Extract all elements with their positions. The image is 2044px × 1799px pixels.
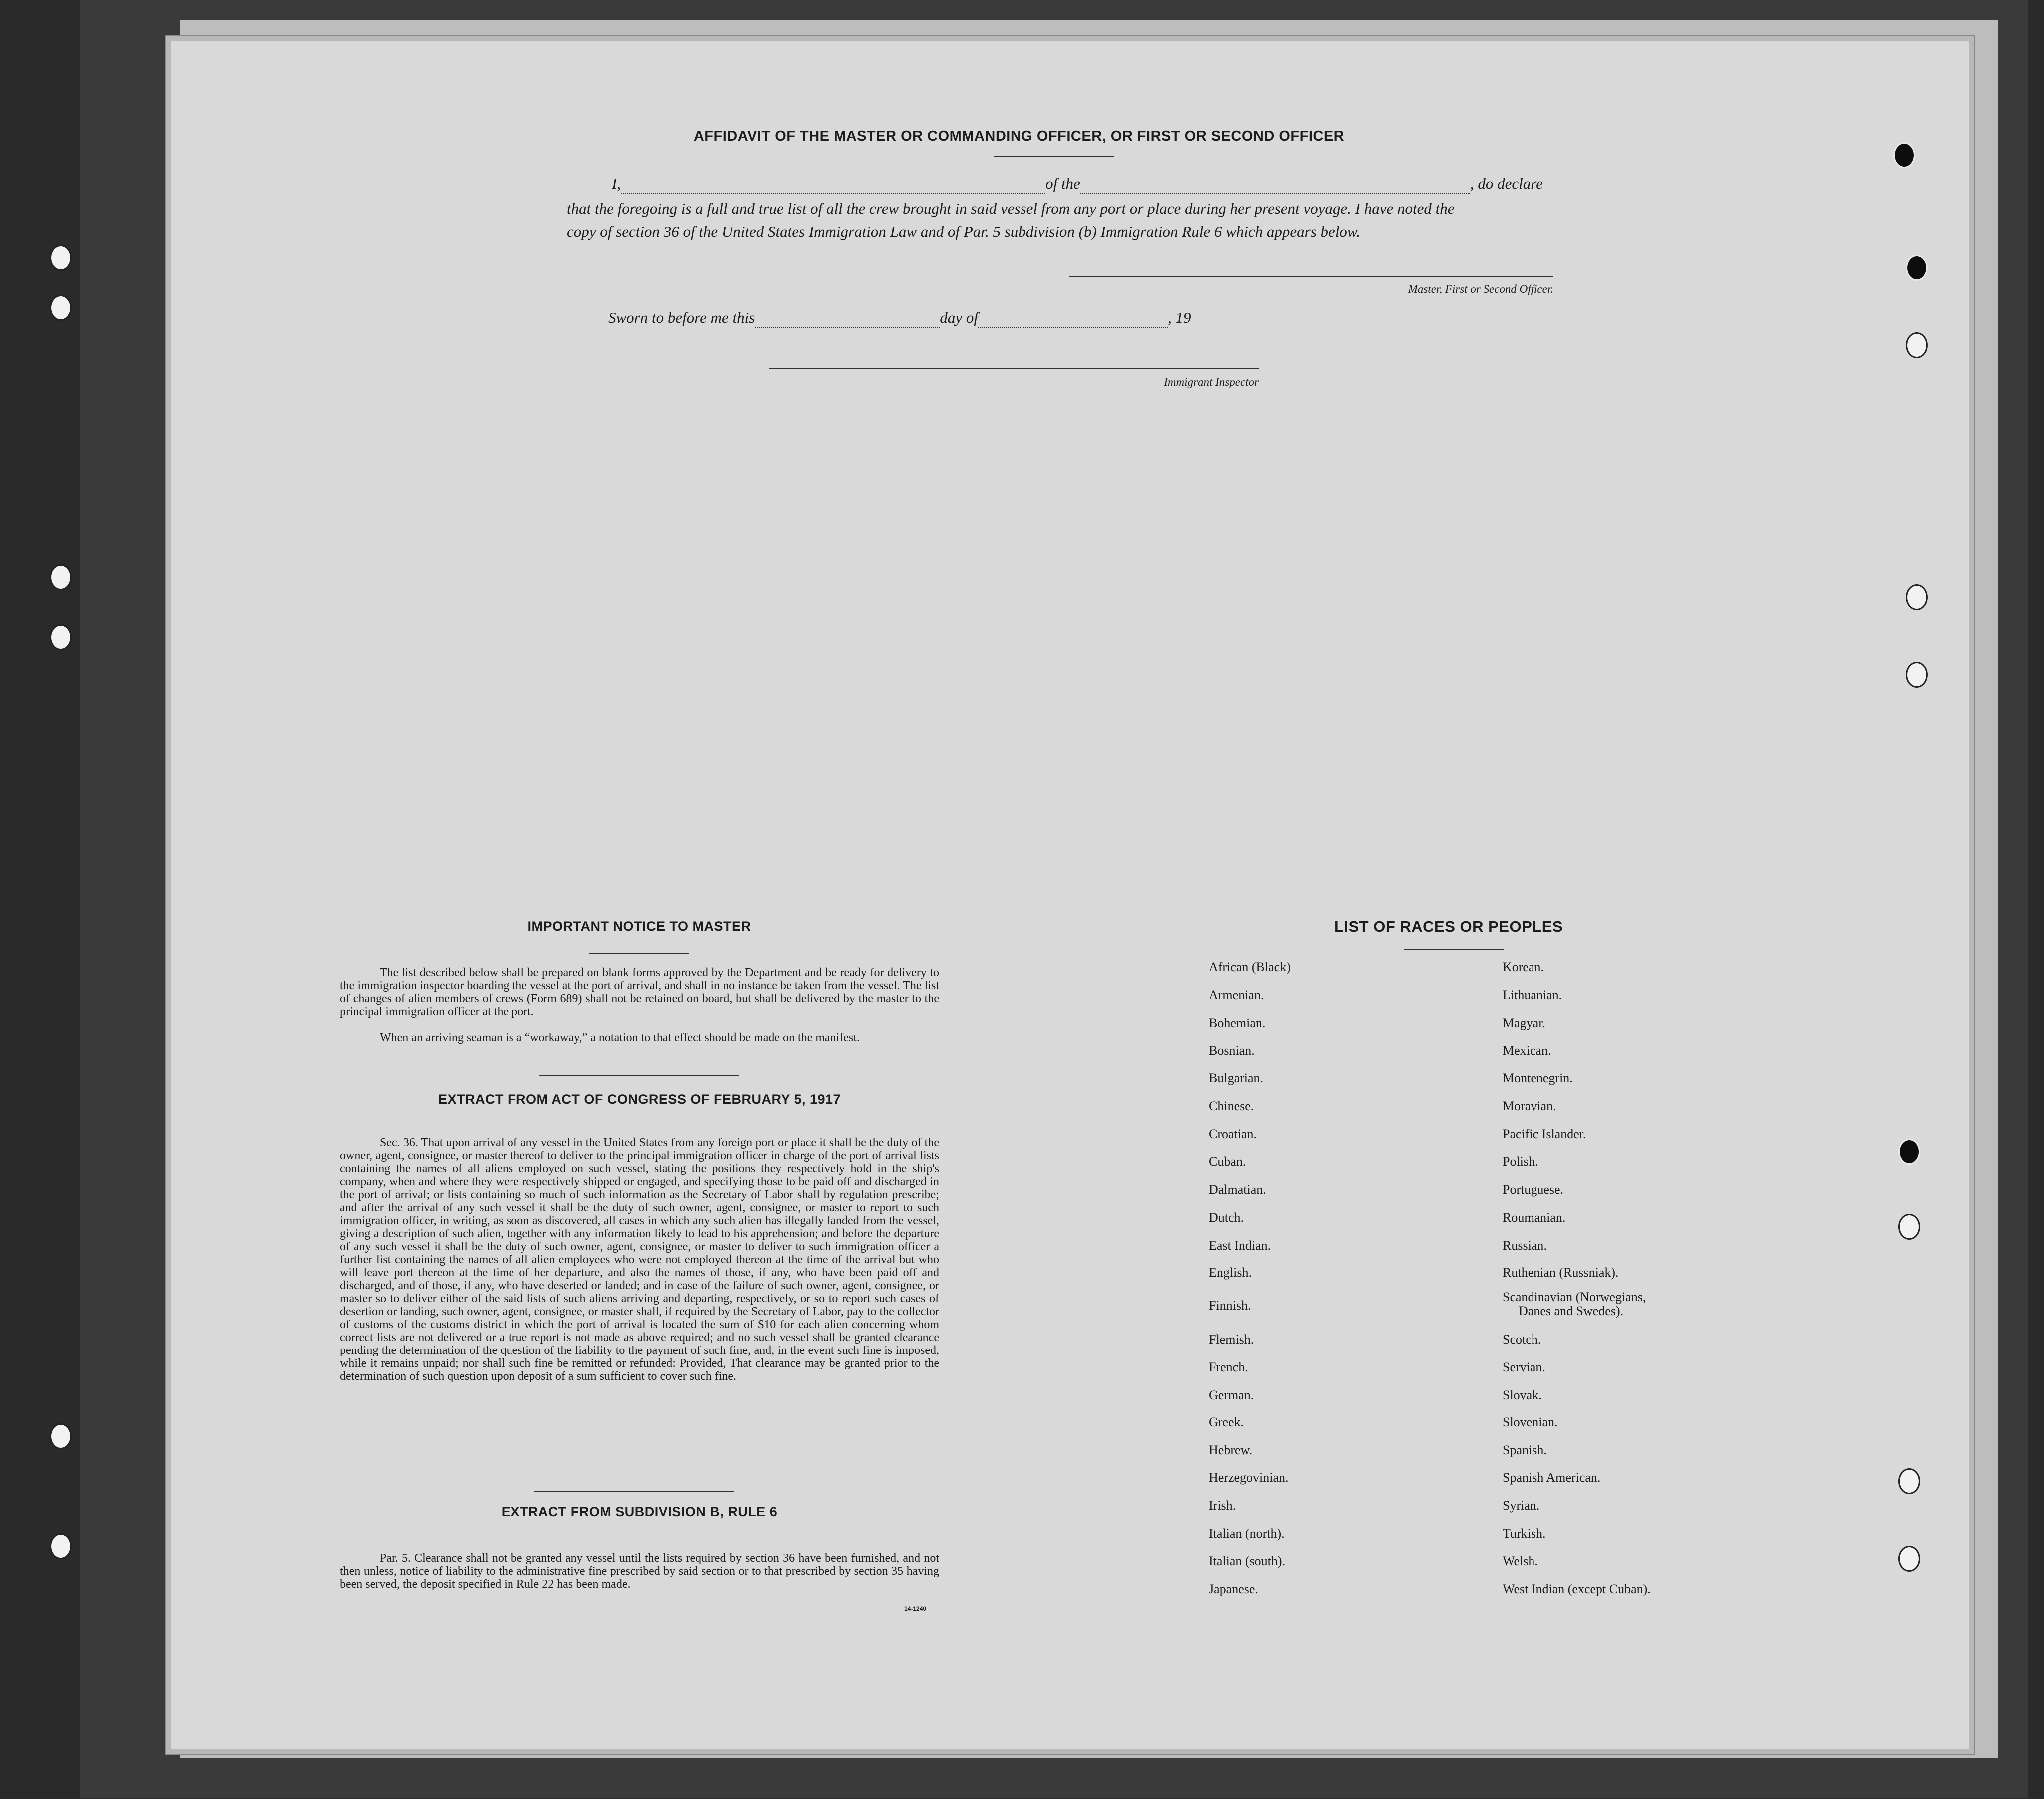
- race-item: Greek.: [1209, 1415, 1244, 1429]
- race-item: Chinese.: [1209, 1099, 1254, 1113]
- races-heading: LIST OF RACES OR PEOPLES: [1334, 918, 1563, 935]
- rule-6-text: Par. 5. Clearance shall not be granted any vessel until the lists required by section 36 have been furnished, and not then unless, notice of liability to the administrative fine prescribed by said section or to that prescribed by section 35 having been served, the deposit specified in Rule 22 has been made.: [340, 1552, 939, 1591]
- race-item: Russian.: [1503, 1238, 1547, 1253]
- section-rule: [539, 1075, 739, 1076]
- binder-hole: [50, 1423, 72, 1449]
- races-rule: [1404, 949, 1504, 950]
- race-item: Ruthenian (Russniak).: [1503, 1265, 1619, 1280]
- master-signature-label: Master, First or Second Officer.: [1408, 283, 1553, 295]
- race-item: Italian (north).: [1209, 1526, 1285, 1541]
- race-item: Armenian.: [1209, 988, 1264, 1002]
- race-item: Croatian.: [1209, 1127, 1257, 1141]
- race-item: Magyar.: [1503, 1016, 1545, 1030]
- race-item: Scandinavian (Norwegians,: [1503, 1290, 1646, 1304]
- race-item: Spanish.: [1503, 1443, 1547, 1457]
- binder-hole: [1898, 1214, 1920, 1240]
- binder-hole: [1893, 142, 1915, 168]
- inspector-signature-line[interactable]: [769, 368, 1259, 369]
- binder-hole: [1898, 1468, 1920, 1494]
- race-item: Italian (south).: [1209, 1554, 1286, 1568]
- race-item: Spanish American.: [1503, 1470, 1601, 1485]
- race-item: Bosnian.: [1209, 1043, 1255, 1058]
- section-rule: [534, 1491, 734, 1492]
- notice-heading: IMPORTANT NOTICE TO MASTER: [527, 919, 751, 934]
- race-item: Moravian.: [1503, 1099, 1556, 1113]
- race-item: Slovak.: [1503, 1388, 1542, 1402]
- race-item: Dutch.: [1209, 1210, 1244, 1225]
- race-item: Bohemian.: [1209, 1016, 1266, 1030]
- race-item: Portuguese.: [1503, 1182, 1564, 1197]
- extract-act-heading: EXTRACT FROM ACT OF CONGRESS OF FEBRUARY 5, 1917: [438, 1092, 841, 1107]
- race-item: Mexican.: [1503, 1043, 1551, 1058]
- race-item: Roumanian.: [1503, 1210, 1566, 1225]
- race-item: West Indian (except Cuban).: [1503, 1582, 1651, 1596]
- notice-rule: [589, 953, 689, 954]
- binder-hole: [1906, 584, 1928, 610]
- race-item: Servian.: [1503, 1360, 1545, 1374]
- notice-paragraph-1: The list described below shall be prepared on blank forms approved by the Department and be ready for delivery to the immigration inspector boarding the vessel at the port of arrival, and shall in no instance be taken from the vessel. The list of changes of alien members of crews (Form 689) shall not be retained on board, but shall be delivered by the master to the principal immigration officer at the port.: [340, 966, 939, 1018]
- binder-hole: [50, 245, 72, 271]
- race-item: Hebrew.: [1209, 1443, 1253, 1457]
- race-item: French.: [1209, 1360, 1248, 1374]
- notice-paragraph-2: When an arriving seaman is a “workaway,” a notation to that effect should be made on the manifest.: [380, 1031, 860, 1044]
- section-36-text: Sec. 36. That upon arrival of any vessel in the United States from any foreign port or place it shall be the duty of the owner, agent, consignee, or master thereof to deliver to the principal immigration officer in charge of the port of arrival lists containing the names of all aliens employed on such vessel, stating the positions they respectively hold in the ship's company, when and where they were respectively shipped or engaged, and specifying those to be paid off and discharged in the port of arrival; or lists containing so much of such information as the Secretary of Labor shall by regulation prescribe; and after the arrival of any such vessel it shall be the duty of such owner, agent, consignee, or master to report to such immigration officer, in writing, as soon as discovered, all cases in which any such alien has illegally landed from the vessel, giving a description of such alien, together with any information likely to lead to his apprehension; and before the departure of any such vessel it shall be the duty of such owner, agent, consignee, or master to deliver to such immigration officer a further list containing the names of all alien employees who were not employed thereon at the time of the arrival but who will leave port thereon at the time of her departure, and also the names of those, if any, who have been paid off and discharged, and of those, if any, who have deserted or landed; and in case of the failure of such owner, agent, consignee, or master so to deliver either of the said lists of such aliens arriving and departing, respectively, or so to report such cases of desertion or landing, such owner, agent, consignee, or master shall, if required by the Secretary of Labor, pay to the collector of customs of the customs district in which the port of arrival is located the sum of $10 for each alien concerning whom correct lists are not delivered or a true report is not made as above required; and no such vessel shall be granted clearance pending the determination of the question of the liability to the payment of such fine, and, in the event such fine is imposed, while it remains unpaid; nor shall such fine be remitted or refunded: Provided, That clearance may be granted prior to the determination of such question upon deposit of a sum sufficient to cover such fine.: [340, 1136, 939, 1383]
- race-item: Finnish.: [1209, 1298, 1251, 1313]
- race-item: Polish.: [1503, 1154, 1538, 1169]
- affidavit-line-3: copy of section 36 of the United States Immigration Law and of Par. 5 subdivision (b) Immigration Rule 6 which appears below.: [567, 223, 1361, 240]
- declare-label: , do declare: [1470, 175, 1543, 192]
- declarant-label: I,: [612, 175, 621, 192]
- binder-hole: [1898, 1546, 1920, 1572]
- binder-hole: [50, 564, 72, 590]
- race-item: Japanese.: [1209, 1582, 1258, 1596]
- affidavit-heading: AFFIDAVIT OF THE MASTER OR COMMANDING OFFICER, OR FIRST OR SECOND OFFICER: [693, 128, 1345, 144]
- race-item: Herzegovinian.: [1209, 1470, 1289, 1485]
- heading-rule: [994, 156, 1114, 157]
- race-item: Scotch.: [1503, 1332, 1541, 1347]
- race-item: Turkish.: [1503, 1526, 1546, 1541]
- sworn-line: [608, 309, 1191, 328]
- day-of-label: day of: [940, 309, 978, 326]
- race-item: Pacific Islander.: [1503, 1127, 1586, 1141]
- race-item: Welsh.: [1503, 1554, 1538, 1568]
- document-page: [165, 35, 1975, 1755]
- affidavit-line-1: [612, 175, 1551, 194]
- binder-hole: [50, 1533, 72, 1559]
- extract-rule-heading: EXTRACT FROM SUBDIVISION B, RULE 6: [501, 1504, 778, 1519]
- race-item: Lithuanian.: [1503, 988, 1562, 1002]
- binder-hole: [50, 295, 72, 321]
- master-signature-line[interactable]: [1069, 276, 1553, 277]
- declarant-name-field[interactable]: [621, 175, 1045, 194]
- binder-hole: [1906, 662, 1928, 688]
- binder-hole: [1906, 332, 1928, 358]
- affidavit-line-2: that the foregoing is a full and true list of all the crew brought in said vessel from any port or place during her present voyage. I have noted the: [567, 200, 1455, 217]
- race-item: Flemish.: [1209, 1332, 1254, 1347]
- binder-hole: [1898, 1139, 1920, 1165]
- race-item: African (Black): [1209, 960, 1291, 974]
- race-item: Syrian.: [1503, 1498, 1540, 1513]
- year-label: , 19: [1167, 309, 1191, 326]
- sworn-month-field[interactable]: [978, 309, 1168, 328]
- race-item: Dalmatian.: [1209, 1182, 1266, 1197]
- race-item: Korean.: [1503, 960, 1544, 974]
- race-item: Irish.: [1209, 1498, 1236, 1513]
- binder-hole: [50, 624, 72, 650]
- race-item: Bulgarian.: [1209, 1071, 1264, 1085]
- race-item: East Indian.: [1209, 1238, 1271, 1253]
- sworn-label: Sworn to before me this: [608, 309, 755, 326]
- race-item: German.: [1209, 1388, 1254, 1402]
- race-item: English.: [1209, 1265, 1252, 1280]
- form-number: 14-1240: [904, 1605, 927, 1612]
- sworn-day-field[interactable]: [755, 309, 940, 328]
- race-item: Cuban.: [1209, 1154, 1246, 1169]
- binder-hole: [1906, 255, 1928, 281]
- inspector-label: Immigrant Inspector: [1164, 376, 1259, 388]
- race-item: Montenegrin.: [1503, 1071, 1573, 1085]
- race-item: Danes and Swedes).: [1519, 1304, 1624, 1318]
- vessel-name-field[interactable]: [1080, 175, 1470, 194]
- vessel-label: of the: [1045, 175, 1080, 192]
- race-item: Slovenian.: [1503, 1415, 1558, 1429]
